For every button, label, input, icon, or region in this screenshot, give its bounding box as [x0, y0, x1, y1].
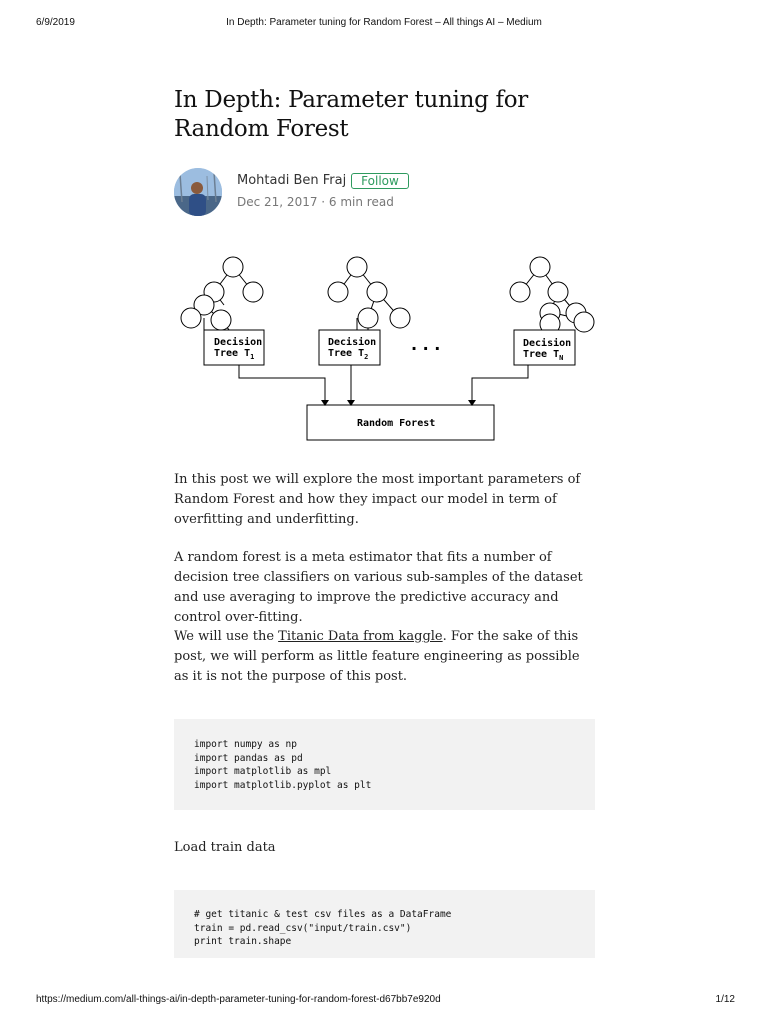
tree-1-label-line-2: Tree $T_1$: [214, 348, 255, 361]
random-forest-diagram: [174, 254, 604, 448]
author-name[interactable]: Mohtadi Ben Fraj: [237, 173, 347, 188]
print-page-number: 1/12: [715, 994, 735, 1005]
article-title-line-2: Random Forest: [174, 116, 349, 142]
tree-1-nodes: [181, 257, 263, 336]
author-avatar[interactable]: [174, 168, 222, 216]
tree-2-nodes: [328, 257, 410, 330]
tree-1-label-line-1: Decision: [214, 337, 263, 348]
article-title: [174, 86, 574, 144]
dataset-text-after: . For the sake of this post, we will perform as little feature engineering as possible as it is not the purpose of this post.: [174, 629, 580, 684]
tree-n-label-line-2: Tree $T_N$: [523, 349, 564, 362]
print-date: 6/9/2019: [36, 17, 75, 28]
trees-ellipsis: · · ·: [411, 339, 441, 358]
tree-2-label-line-2: Tree $T_2$: [328, 348, 369, 361]
article-title-line-1: In Depth: Parameter tuning for: [174, 87, 528, 113]
tree-n-label-line-1: Decision: [523, 338, 572, 349]
print-url: https://medium.com/all-things-ai/in-depth-parameter-tuning-for-random-forest-d67bb7e920d: [36, 994, 441, 1005]
definition-paragraph: A random forest is a meta estimator that fits a number of decision tree classifiers on various sub-samples of the dataset and use averaging to improve the predictive accuracy and control over-fitting.: [174, 550, 583, 625]
load-train-data-label: Load train data: [174, 840, 276, 855]
tree-2-label-line-1: Decision: [328, 337, 377, 348]
avatar-photo: [174, 168, 222, 216]
code-block-load-data: # get titanic & test csv files as a DataFrame train = pd.read_csv("input/train.csv") print train.shape: [174, 890, 595, 958]
dataset-paragraph: [174, 627, 594, 687]
tree-n-nodes: [510, 257, 594, 334]
print-page-title: In Depth: Parameter tuning for Random Forest – All things AI – Medium: [226, 17, 542, 28]
intro-paragraph: In this post we will explore the most important parameters of Random Forest and how they impact our model in term of overfitting and underfitting.: [174, 472, 581, 527]
random-forest-label: Random Forest: [357, 418, 436, 429]
code-block-imports: import numpy as np import pandas as pd import matplotlib as mpl import matplotlib.pyplot as plt: [174, 719, 595, 810]
publish-meta: Dec 21, 2017 · 6 min read: [237, 195, 394, 209]
dataset-text-before: We will use the: [174, 629, 279, 644]
follow-button[interactable]: Follow: [351, 173, 409, 189]
titanic-data-link[interactable]: Titanic Data from kaggle: [278, 629, 443, 644]
